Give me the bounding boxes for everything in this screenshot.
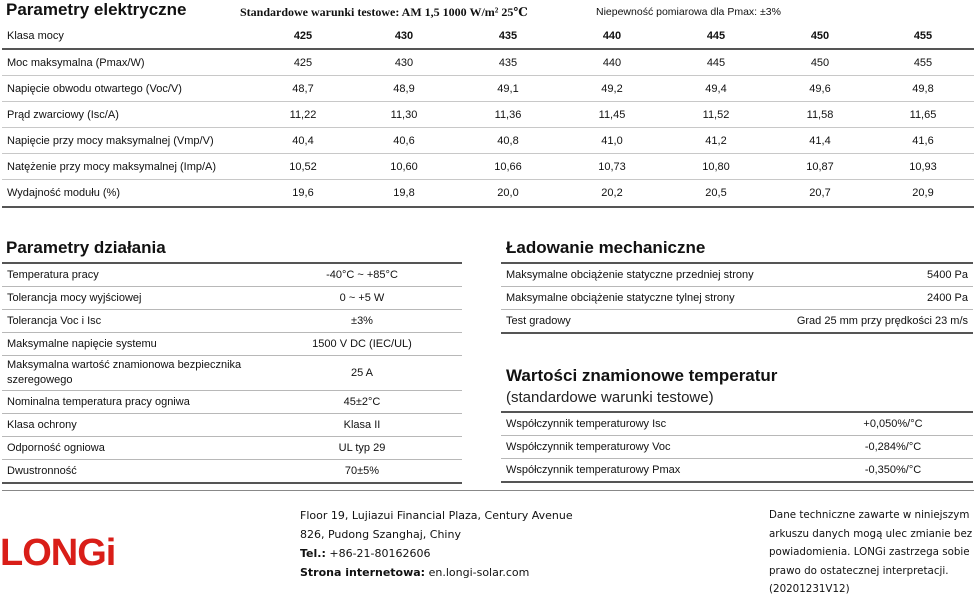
cell-value: 20,2 <box>560 180 664 208</box>
row-label: Współczynnik temperaturowy Isc <box>501 412 813 436</box>
web-value[interactable]: en.longi-solar.com <box>425 566 530 579</box>
cell-value: 40,4 <box>254 128 352 154</box>
table-row <box>2 102 974 128</box>
mechanical-table <box>501 262 973 334</box>
row-value: 0 ~ +5 W <box>262 287 462 310</box>
footer-divider <box>2 490 974 491</box>
row-value: Grad 25 mm przy prędkości 23 m/s <box>776 310 973 334</box>
cell-value: 11,30 <box>352 102 456 128</box>
row-value: -0,350%/°C <box>813 459 973 483</box>
table-row <box>2 414 462 437</box>
address-line-2: 826, Pudong Szanghaj, Chiny <box>300 528 461 541</box>
row-value: -40°C ~ +85°C <box>262 263 462 287</box>
cell-value: 10,60 <box>352 154 456 180</box>
cell-value: 10,66 <box>456 154 560 180</box>
row-label: Maksymalne napięcie systemu <box>2 333 262 356</box>
cell-value: 445 <box>664 49 768 76</box>
table-row <box>2 49 974 76</box>
table-row <box>2 23 974 49</box>
row-label: Współczynnik temperaturowy Voc <box>501 436 813 459</box>
cell-value: 445 <box>664 23 768 49</box>
row-label: Napięcie obwodu otwartego (Voc/V) <box>2 76 254 102</box>
cell-value: 11,58 <box>768 102 872 128</box>
row-label: Maksymalne obciążenie statyczne przedniej strony <box>501 263 776 287</box>
cell-value: 20,7 <box>768 180 872 208</box>
cell-value: 19,8 <box>352 180 456 208</box>
cell-value: 11,65 <box>872 102 974 128</box>
cell-value: 455 <box>872 49 974 76</box>
row-value: 1500 V DC (IEC/UL) <box>262 333 462 356</box>
row-label: Klasa mocy <box>2 23 254 49</box>
cell-value: 41,6 <box>872 128 974 154</box>
telephone <box>300 544 573 563</box>
cell-value: 440 <box>560 49 664 76</box>
row-value: +0,050%/°C <box>813 412 973 436</box>
cell-value: 49,1 <box>456 76 560 102</box>
row-value: -0,284%/°C <box>813 436 973 459</box>
temperature-title: Wartości znamionowe temperatur <box>506 366 778 385</box>
cell-value: 440 <box>560 23 664 49</box>
cell-value: 49,8 <box>872 76 974 102</box>
address-line-1: Floor 19, Lujiazui Financial Plaza, Century Avenue <box>300 509 573 522</box>
cell-value: 19,6 <box>254 180 352 208</box>
row-value: ±3% <box>262 310 462 333</box>
cell-value: 48,7 <box>254 76 352 102</box>
row-label: Wydajność modułu (%) <box>2 180 254 208</box>
cell-value: 10,93 <box>872 154 974 180</box>
cell-value: 11,36 <box>456 102 560 128</box>
row-label: Tolerancja Voc i Isc <box>2 310 262 333</box>
table-row <box>501 459 973 483</box>
row-label: Klasa ochrony <box>2 414 262 437</box>
row-label: Test gradowy <box>501 310 776 334</box>
table-row <box>2 391 462 414</box>
table-row <box>2 356 462 391</box>
cell-value: 425 <box>254 23 352 49</box>
row-value: 45±2°C <box>262 391 462 414</box>
row-value: 2400 Pa <box>776 287 973 310</box>
cell-value: 20,0 <box>456 180 560 208</box>
row-label: Tolerancja mocy wyjściowej <box>2 287 262 310</box>
table-row <box>2 287 462 310</box>
row-value: 70±5% <box>262 460 462 484</box>
table-row <box>2 180 974 208</box>
cell-value: 49,6 <box>768 76 872 102</box>
cell-value: 40,8 <box>456 128 560 154</box>
mechanical-title: Ładowanie mechaniczne <box>506 238 706 257</box>
table-row <box>501 310 973 334</box>
temperature-subtitle: (standardowe warunki testowe) <box>506 389 714 406</box>
cell-value: 10,73 <box>560 154 664 180</box>
row-label: Dwustronność <box>2 460 262 484</box>
website <box>300 563 573 582</box>
cell-value: 430 <box>352 23 456 49</box>
table-row <box>501 412 973 436</box>
cell-value: 10,52 <box>254 154 352 180</box>
electrical-title: Parametry elektryczne <box>6 0 187 19</box>
row-value: Klasa II <box>262 414 462 437</box>
company-address <box>300 506 573 582</box>
row-label: Moc maksymalna (Pmax/W) <box>2 49 254 76</box>
row-value: 25 A <box>262 356 462 391</box>
row-label: Napięcie przy mocy maksymalnej (Vmp/V) <box>2 128 254 154</box>
table-row <box>2 128 974 154</box>
cell-value: 48,9 <box>352 76 456 102</box>
cell-value: 49,2 <box>560 76 664 102</box>
table-row <box>501 287 973 310</box>
row-label: Natężenie przy mocy maksymalnej (Imp/A) <box>2 154 254 180</box>
table-row <box>2 437 462 460</box>
cell-value: 20,9 <box>872 180 974 208</box>
row-label: Współczynnik temperaturowy Pmax <box>501 459 813 483</box>
std-conditions: Standardowe warunki testowe: AM 1,5 1000 W/m² 25℃ <box>240 5 528 19</box>
table-row <box>2 263 462 287</box>
cell-value: 450 <box>768 23 872 49</box>
table-row <box>501 436 973 459</box>
operating-title: Parametry działania <box>6 238 166 257</box>
row-label: Prąd zwarciowy (Isc/A) <box>2 102 254 128</box>
row-label: Maksymalne obciążenie statyczne tylnej strony <box>501 287 776 310</box>
cell-value: 11,45 <box>560 102 664 128</box>
row-label: Odporność ogniowa <box>2 437 262 460</box>
electrical-table <box>2 23 974 208</box>
cell-value: 425 <box>254 49 352 76</box>
table-row <box>2 76 974 102</box>
table-row <box>2 460 462 484</box>
temperature-table <box>501 411 973 483</box>
cell-value: 450 <box>768 49 872 76</box>
pmax-uncertainty: Niepewność pomiarowa dla Pmax: ±3% <box>596 6 781 18</box>
cell-value: 41,0 <box>560 128 664 154</box>
disclaimer: Dane techniczne zawarte w niniejszym arkuszu danych mogą ulec zmianie bez powiadomienia. LONGi zastrzega sobie prawo do ostatecznej interpretacji. (20201231V12) <box>769 509 973 595</box>
row-label: Temperatura pracy <box>2 263 262 287</box>
tel-label: Tel.: <box>300 547 326 560</box>
longi-logo: LONGi <box>0 532 116 574</box>
cell-value: 435 <box>456 49 560 76</box>
tel-value: +86-21-80162606 <box>325 547 431 560</box>
cell-value: 40,6 <box>352 128 456 154</box>
cell-value: 10,80 <box>664 154 768 180</box>
cell-value: 430 <box>352 49 456 76</box>
cell-value: 11,22 <box>254 102 352 128</box>
table-row <box>2 310 462 333</box>
cell-value: 10,87 <box>768 154 872 180</box>
cell-value: 11,52 <box>664 102 768 128</box>
table-row <box>2 154 974 180</box>
row-label: Nominalna temperatura pracy ogniwa <box>2 391 262 414</box>
row-label: Maksymalna wartość znamionowa bezpiecznika szeregowego <box>2 356 262 391</box>
cell-value: 455 <box>872 23 974 49</box>
web-label: Strona internetowa: <box>300 566 426 579</box>
cell-value: 20,5 <box>664 180 768 208</box>
table-row <box>501 263 973 287</box>
table-row <box>2 333 462 356</box>
cell-value: 49,4 <box>664 76 768 102</box>
row-value: 5400 Pa <box>776 263 973 287</box>
operating-table <box>2 262 462 484</box>
row-value: UL typ 29 <box>262 437 462 460</box>
cell-value: 435 <box>456 23 560 49</box>
cell-value: 41,2 <box>664 128 768 154</box>
cell-value: 41,4 <box>768 128 872 154</box>
